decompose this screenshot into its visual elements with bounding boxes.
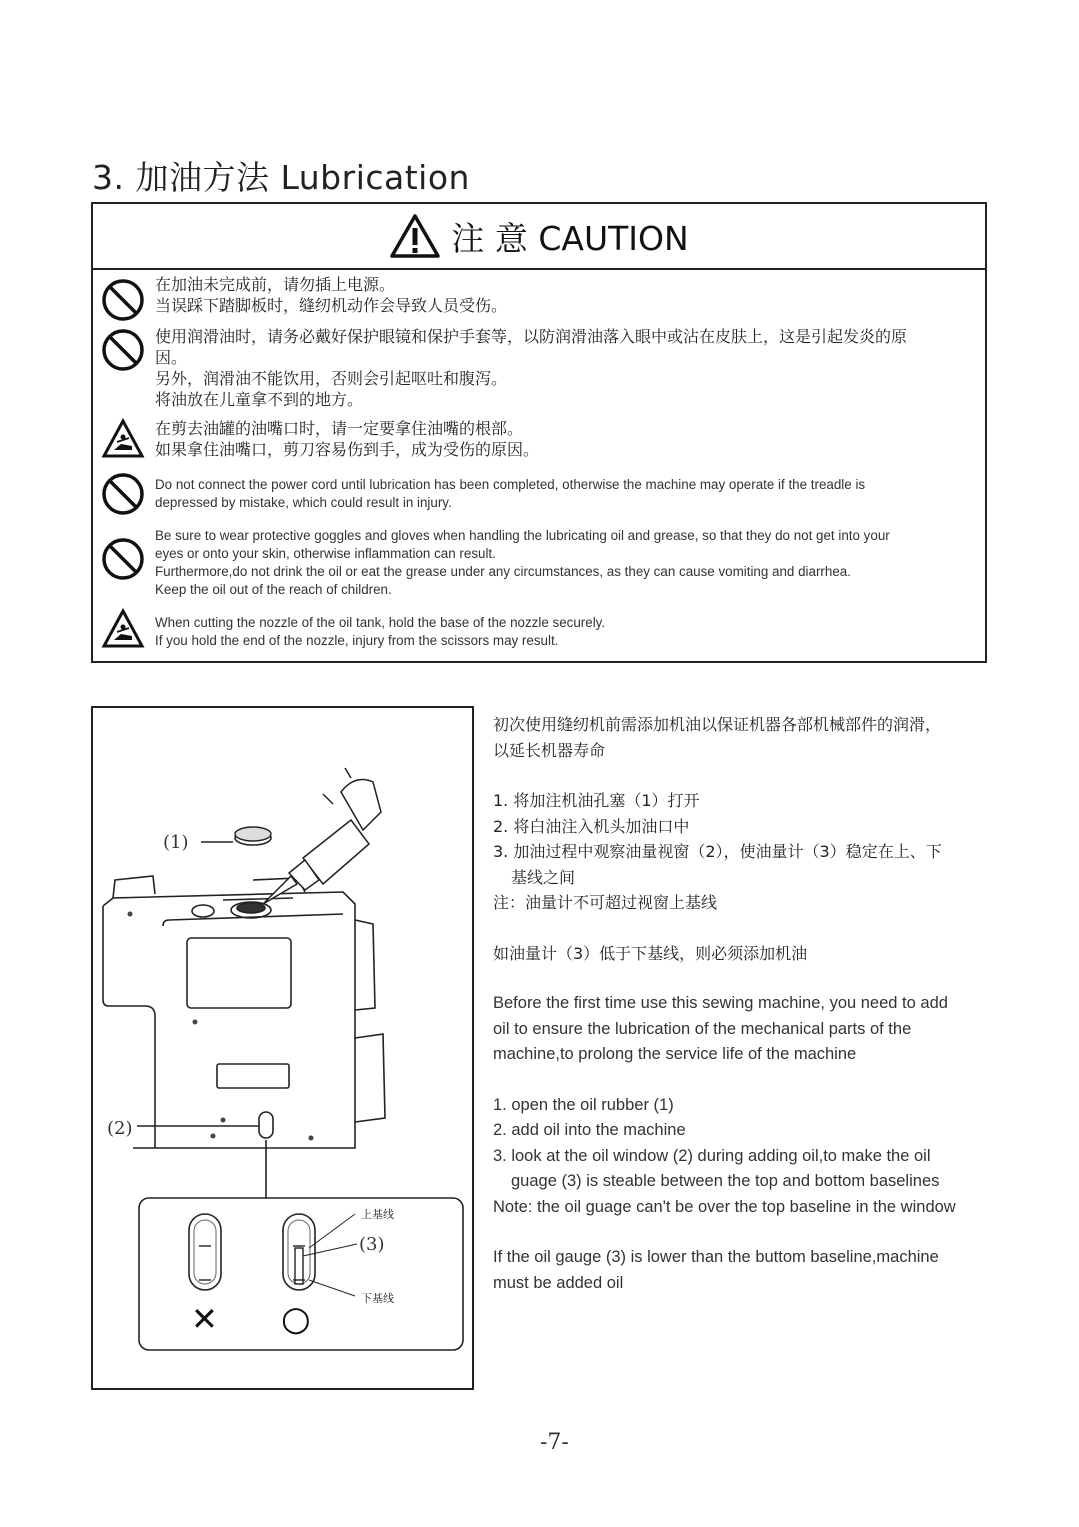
sewing-machine-illustration <box>93 708 472 1388</box>
prohibited-icon <box>101 278 145 322</box>
correct-mark-icon: ○ <box>281 1299 311 1339</box>
zh-intro-line: 初次使用缝纫机前需添加机油以保证机器各部机械部件的润滑， <box>493 715 942 734</box>
wrong-mark-icon: ✕ <box>191 1300 218 1338</box>
caution-line: 将油放在儿童拿不到的地方。 <box>155 390 364 409</box>
instructions <box>493 712 993 1296</box>
caution-line: 使用润滑油时，请务必戴好保护眼镜和保护手套等，以防润滑油落入眼中或沾在皮肤上，这是引起发炎的原 <box>155 327 908 346</box>
caution-line: 如果拿住油嘴口，剪刀容易伤到手，成为受伤的原因。 <box>155 440 540 459</box>
zh-step: 1. 将加注机油孔塞（1）打开 <box>493 791 700 810</box>
incorrect-oil-level-gauge <box>189 1214 221 1290</box>
prohibited-icon <box>101 328 145 372</box>
caution-header <box>93 204 985 270</box>
en-step-cont: guage (3) is steable between the top and bottom baselines <box>511 1172 940 1190</box>
zh-step: 3. 加油过程中观察油量视窗（2），使油量计（3）稳定在上、下 <box>493 842 942 861</box>
label-oil-window: (2) <box>107 1118 133 1139</box>
caution-line: Furthermore,do not drink the oil or eat the grease under any circumstances, as they can cause vomiting and diarrhea. <box>155 564 851 579</box>
correct-oil-level-gauge <box>283 1214 357 1296</box>
label-oil-plug: (1) <box>163 832 189 853</box>
zh-step-cont: 基线之间 <box>511 867 576 887</box>
en-note: Note: the oil guage can't be over the top baseline in the window <box>493 1197 956 1216</box>
hand-injury-warning-icon <box>101 608 145 652</box>
caution-line: Keep the oil out of the reach of children. <box>155 582 392 597</box>
hand-injury-warning-icon <box>101 418 145 462</box>
caution-line: 在剪去油罐的油嘴口时，请一定要拿住油嘴的根部。 <box>155 419 524 438</box>
caution-line: 当误踩下踏脚板时，缝纫机动作会导致人员受伤。 <box>155 296 508 315</box>
label-top-baseline: 上基线 <box>361 1208 394 1221</box>
caution-line: 在加油未完成前，请勿插上电源。 <box>155 275 396 294</box>
caution-line: If you hold the end of the nozzle, injury from the scissors may result. <box>155 633 559 648</box>
section-title: 3. 加油方法 Lubrication <box>92 158 470 197</box>
lubrication-figure <box>91 706 474 1390</box>
en-step: 1. open the oil rubber (1) <box>493 1095 674 1114</box>
page-number: -7- <box>540 1430 569 1455</box>
en-intro-line: oil to ensure the lubrication of the mechanical parts of the <box>493 1019 912 1038</box>
prohibited-icon <box>101 472 145 516</box>
en-warning-line: must be added oil <box>493 1273 624 1292</box>
caution-box <box>91 202 987 663</box>
label-bottom-baseline: 下基线 <box>361 1292 394 1305</box>
caution-line: Do not connect the power cord until lubrication has been completed, otherwise the machine may operate if the treadle is <box>155 477 866 492</box>
zh-warning: 如油量计（3）低于下基线，则必须添加机油 <box>493 943 808 963</box>
caution-line: When cutting the nozzle of the oil tank, hold the base of the nozzle securely. <box>155 615 606 630</box>
zh-intro-line: 以延长机器寿命 <box>493 740 606 760</box>
en-step: 2. add oil into the machine <box>493 1121 686 1139</box>
en-intro-line: Before the first time use this sewing machine, you need to add <box>493 994 948 1012</box>
caution-line: depressed by mistake, which could result in injury. <box>155 495 452 510</box>
zh-step: 2. 将白油注入机头加油口中 <box>493 816 690 836</box>
caution-line: eyes or onto your skin, otherwise inflammation can result. <box>155 546 496 561</box>
prohibited-icon <box>101 537 145 581</box>
en-intro-line: machine,to prolong the service life of the machine <box>493 1045 857 1063</box>
en-warning-line: If the oil gauge (3) is lower than the buttom baseline,machine <box>493 1248 939 1266</box>
caution-line: Be sure to wear protective goggles and gloves when handling the lubricating oil and grease, so that they do not get into your <box>155 528 890 543</box>
caution-line: 因。 <box>155 348 188 367</box>
caution-line: 另外，润滑油不能饮用，否则会引起呕吐和腹泻。 <box>155 369 508 388</box>
label-oil-gauge: (3) <box>359 1234 385 1255</box>
en-step: 3. look at the oil window (2) during adding oil,to make the oil <box>493 1146 931 1165</box>
caution-title: 注 意 CAUTION <box>451 218 689 258</box>
zh-note: 注：油量计不可超过视窗上基线 <box>493 893 718 912</box>
warning-triangle-icon <box>389 213 441 259</box>
